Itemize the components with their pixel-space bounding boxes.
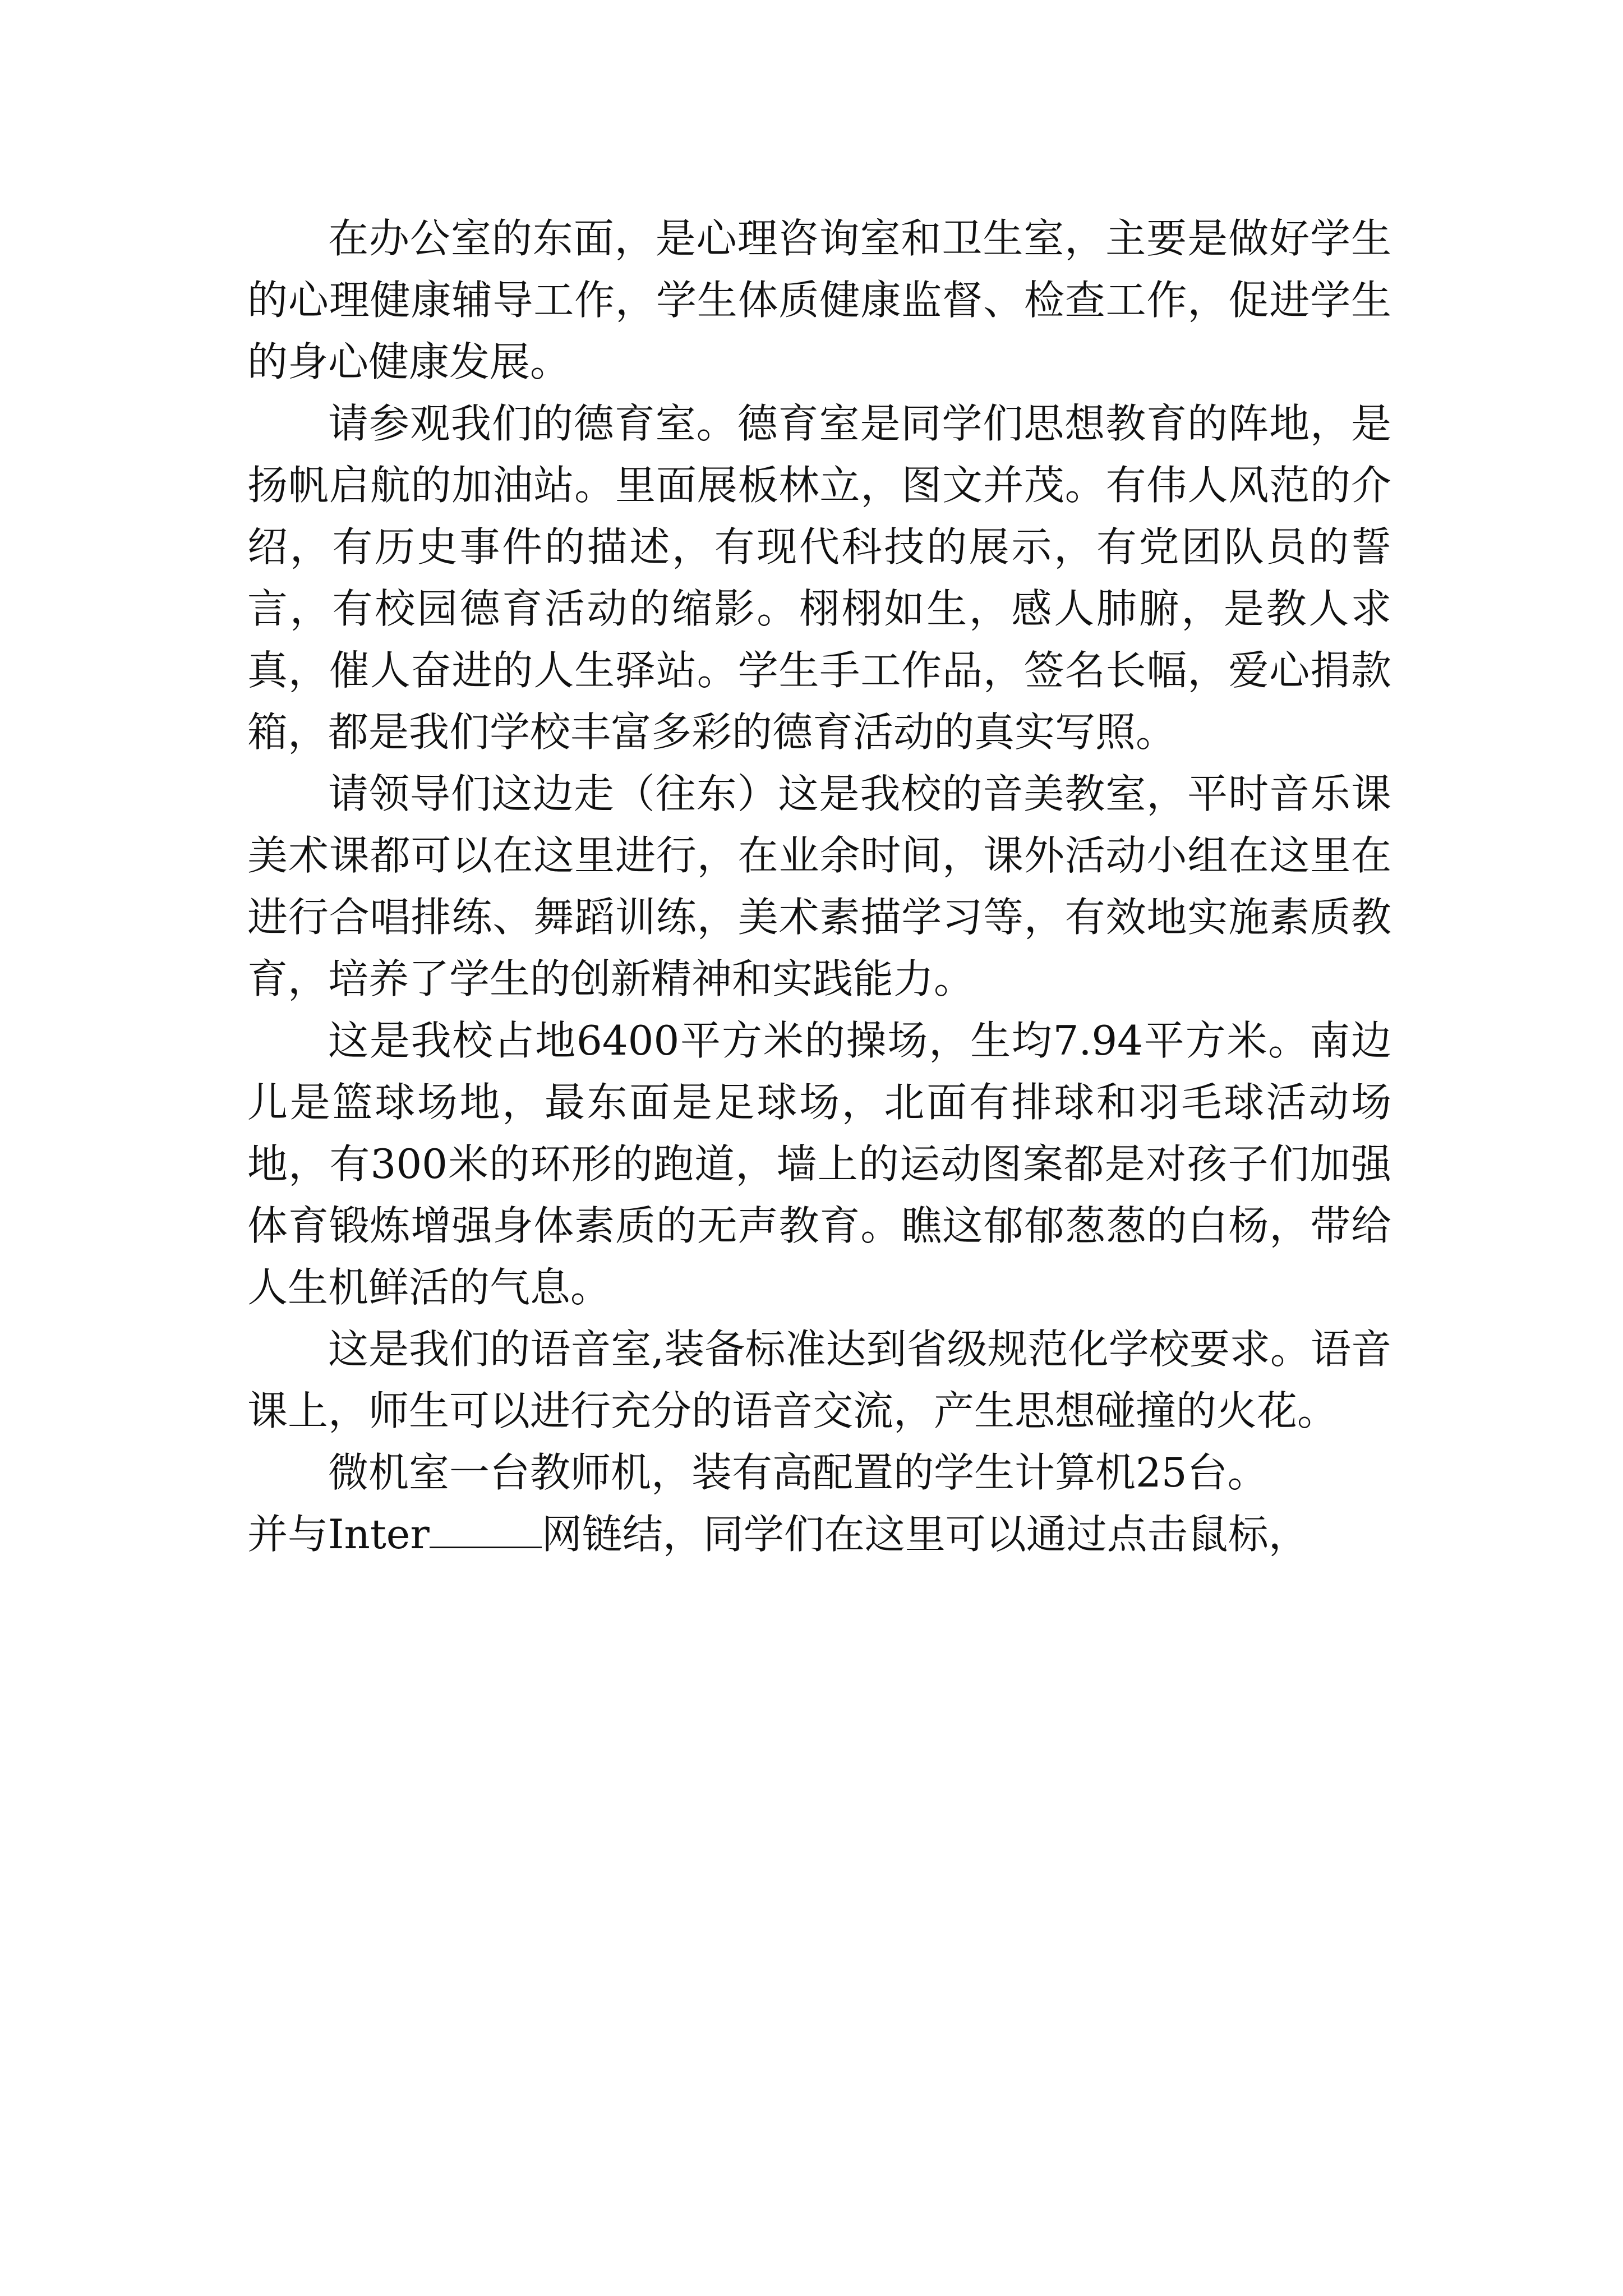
- computer-room-text: 微机室一台教师机，装有高配置的学生计算机25台。: [328, 1449, 1268, 1496]
- internet-text-end: 网链结，同学们在这里可以通过点击鼠标，: [541, 1511, 1309, 1558]
- paragraph-music-art-room: 请领导们这边走（往东）这是我校的音美教室，平时音乐课美术课都可以在这里进行，在业余时间，课外活动小组在这里在进行合唱排练、舞蹈训练，美术素描学习等，有效地实施素质教育，培养了学生的创新精神和实践能力。: [247, 770, 1391, 1002]
- paragraph-moral-education-room: 请参观我们的德育室。德育室是同学们思想教育的阵地，是扬帆启航的加油站。里面展板林立，图文并茂。有伟人风范的介绍，有历史事件的描述，有现代科技的展示，有党团队员的誓言，有校园德育活动的缩影。栩栩如生，感人肺腑，是教人求真，催人奋进的人生驿站。学生手工作品，签名长幅，爱心捐款箱，都是我们学校丰富多彩的德育活动的真实写照。: [247, 400, 1391, 756]
- paragraph-health-room: 在办公室的东面，是心理咨询室和卫生室，主要是做好学生的心理健康辅导工作，学生体质健康监督、检查工作，促进学生的身心健康发展。: [247, 215, 1391, 385]
- internet-text-start: 并与Inter: [247, 1511, 430, 1558]
- fill-in-blank-line: [430, 1513, 542, 1548]
- paragraph-computer-room: [247, 1442, 1391, 1565]
- paragraph-playground: 这是我校占地6400平方米的操场，生均7.94平方米。南边儿是篮球场地，最东面是足球场，北面有排球和羽毛球活动场地，有300米的环形的跑道，墙上的运动图案都是对孩子们加强体育锻炼增强身体素质的无声教育。瞧这郁郁葱葱的白杨，带给人生机鲜活的气息。: [247, 1017, 1391, 1311]
- paragraph-language-lab: 这是我们的语音室,装备标准达到省级规范化学校要求。语音课上，师生可以进行充分的语音交流，产生思想碰撞的火花。: [247, 1326, 1391, 1434]
- document-body: [247, 208, 1391, 1565]
